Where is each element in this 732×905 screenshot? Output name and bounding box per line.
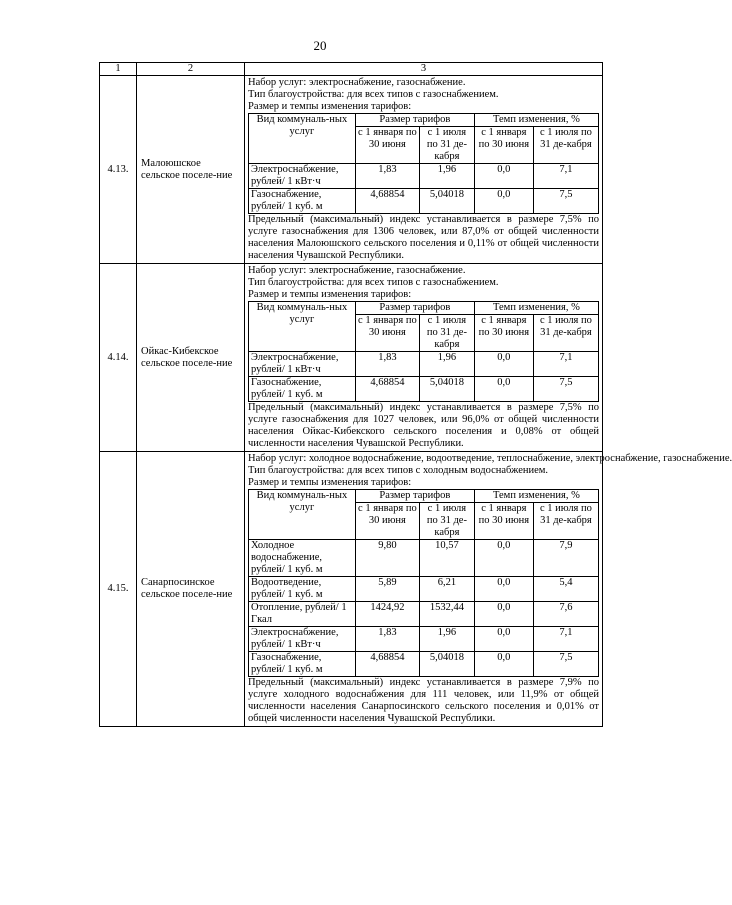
service-name: Холодное водоснабжение, рублей/ 1 куб. м xyxy=(249,540,356,577)
period-header: с 1 января по 30 июня xyxy=(355,503,419,540)
tariff-size-header: Размер тарифов xyxy=(355,302,474,315)
tariff-h1: 9,80 xyxy=(355,540,419,577)
tariff-h2: 6,21 xyxy=(419,577,474,602)
header-col-2: 2 xyxy=(137,63,245,76)
tariff-h2: 5,04018 xyxy=(419,652,474,677)
header-row xyxy=(100,63,603,76)
tariff-h1: 1,83 xyxy=(355,352,419,377)
tariffs-label: Размер и темпы изменения тарифов: xyxy=(248,101,412,112)
service-row xyxy=(249,352,599,377)
services-line: Набор услуг: холодное водоснабжение, водоотведение, теплоснабжение, электроснабжение, газоснабжение. xyxy=(248,453,732,464)
tariff-h1: 4,68854 xyxy=(355,189,419,214)
tariff-h1: 5,89 xyxy=(355,577,419,602)
rate-h1: 0,0 xyxy=(474,627,533,652)
settlement-name: Санарпосинское сельское поселе-ние xyxy=(137,452,245,727)
service-name: Электроснабжение, рублей/ 1 кВт·ч xyxy=(249,164,356,189)
service-row xyxy=(249,652,599,677)
rate-h1: 0,0 xyxy=(474,602,533,627)
tariff-h1: 1,83 xyxy=(355,627,419,652)
rate-h1: 0,0 xyxy=(474,652,533,677)
service-row xyxy=(249,602,599,627)
tariff-size-header: Размер тарифов xyxy=(355,114,474,127)
period-header: с 1 января по 30 июня xyxy=(474,127,533,164)
rate-h2: 7,1 xyxy=(533,627,598,652)
service-row xyxy=(249,164,599,189)
services-line: Набор услуг: электроснабжение, газоснабжение. xyxy=(248,265,466,276)
period-header: с 1 января по 30 июня xyxy=(474,503,533,540)
rate-h1: 0,0 xyxy=(474,164,533,189)
tariff-h1: 1424,92 xyxy=(355,602,419,627)
rate-h1: 0,0 xyxy=(474,352,533,377)
row-content xyxy=(245,76,603,264)
tariff-h2: 1,96 xyxy=(419,352,474,377)
period-header: с 1 января по 30 июня xyxy=(355,127,419,164)
service-name: Газоснабжение, рублей/ 1 куб. м xyxy=(249,377,356,402)
service-name: Водоотведение, рублей/ 1 куб. м xyxy=(249,577,356,602)
rate-h2: 5,4 xyxy=(533,577,598,602)
tariff-h2: 1,96 xyxy=(419,164,474,189)
tariff-subtable xyxy=(248,113,599,214)
row-number: 4.13. xyxy=(100,76,137,264)
index-note: Предельный (максимальный) индекс устанавливается в размере 7,9% по услуге холодного водоснабжения для 111 человек, или 11,9% от общей численности населения Санарпосинского сельского поселения и 0,01% от общей численности населения Чувашской Республики. xyxy=(248,677,599,724)
table-row xyxy=(100,264,603,452)
rate-h1: 0,0 xyxy=(474,577,533,602)
service-name: Электроснабжение, рублей/ 1 кВт·ч xyxy=(249,352,356,377)
header-col-3: 3 xyxy=(245,63,603,76)
type-line: Тип благоустройства: для всех типов с газоснабжением. xyxy=(248,89,499,100)
rate-h2: 7,1 xyxy=(533,352,598,377)
period-header: с 1 июля по 31 де-кабря xyxy=(533,315,598,352)
header-col-1: 1 xyxy=(100,63,137,76)
service-type-header: Вид коммуналь-ных услуг xyxy=(249,302,356,352)
row-content xyxy=(245,264,603,452)
service-type-header: Вид коммуналь-ных услуг xyxy=(249,114,356,164)
rate-h2: 7,5 xyxy=(533,377,598,402)
rate-h1: 0,0 xyxy=(474,540,533,577)
rate-h2: 7,6 xyxy=(533,602,598,627)
period-header: с 1 января по 30 июня xyxy=(474,315,533,352)
tariff-table xyxy=(99,62,732,727)
tariffs-label: Размер и темпы изменения тарифов: xyxy=(248,289,412,300)
tariff-h2: 5,04018 xyxy=(419,377,474,402)
table-row xyxy=(100,452,603,727)
period-header: с 1 июля по 31 де-кабря xyxy=(419,315,474,352)
service-row xyxy=(249,577,599,602)
page-number: 20 xyxy=(313,38,327,53)
rate-h1: 0,0 xyxy=(474,377,533,402)
tariff-h1: 4,68854 xyxy=(355,377,419,402)
table-row xyxy=(100,76,603,264)
service-name: Отопление, рублей/ 1 Гкал xyxy=(249,602,356,627)
period-header: с 1 января по 30 июня xyxy=(355,315,419,352)
settlement-name: Малоюшское сельское поселе-ние xyxy=(137,76,245,264)
tariff-h2: 1532,44 xyxy=(419,602,474,627)
service-name: Газоснабжение, рублей/ 1 куб. м xyxy=(249,652,356,677)
row-number: 4.14. xyxy=(100,264,137,452)
tariff-h2: 1,96 xyxy=(419,627,474,652)
rate-h2: 7,1 xyxy=(533,164,598,189)
services-line: Набор услуг: электроснабжение, газоснабжение. xyxy=(248,77,466,88)
tariff-subtable xyxy=(248,301,599,402)
tariff-h1: 4,68854 xyxy=(355,652,419,677)
service-name: Газоснабжение, рублей/ 1 куб. м xyxy=(249,189,356,214)
service-name: Электроснабжение, рублей/ 1 кВт·ч xyxy=(249,627,356,652)
row-content xyxy=(245,452,732,727)
service-row xyxy=(249,627,599,652)
change-rate-header: Темп изменения, % xyxy=(474,114,598,127)
settlement-name: Ойкас-Кибекское сельское поселе-ние xyxy=(137,264,245,452)
service-row xyxy=(249,540,599,577)
tariff-h2: 5,04018 xyxy=(419,189,474,214)
tariff-size-header: Размер тарифов xyxy=(355,490,474,503)
period-header: с 1 июля по 31 де-кабря xyxy=(533,127,598,164)
tariff-subtable xyxy=(248,489,599,677)
change-rate-header: Темп изменения, % xyxy=(474,490,598,503)
service-type-header: Вид коммуналь-ных услуг xyxy=(249,490,356,540)
rate-h2: 7,5 xyxy=(533,652,598,677)
period-header: с 1 июля по 31 де-кабря xyxy=(419,127,474,164)
rate-h2: 7,5 xyxy=(533,189,598,214)
service-row xyxy=(249,377,599,402)
period-header: с 1 июля по 31 де-кабря xyxy=(533,503,598,540)
period-header: с 1 июля по 31 де-кабря xyxy=(419,503,474,540)
index-note: Предельный (максимальный) индекс устанавливается в размере 7,5% по услуге газоснабжения для 1027 человек, или 96,0% от общей численности населения Ойкас-Кибекского сельского поселения и 0,08% от общей численности населения Чувашской Республики. xyxy=(248,402,599,449)
rate-h2: 7,9 xyxy=(533,540,598,577)
tariffs-label: Размер и темпы изменения тарифов: xyxy=(248,477,412,488)
rate-h1: 0,0 xyxy=(474,189,533,214)
tariff-h2: 10,57 xyxy=(419,540,474,577)
change-rate-header: Темп изменения, % xyxy=(474,302,598,315)
row-number: 4.15. xyxy=(100,452,137,727)
type-line: Тип благоустройства: для всех типов с холодным водоснабжением. xyxy=(248,465,549,476)
tariff-h1: 1,83 xyxy=(355,164,419,189)
service-row xyxy=(249,189,599,214)
type-line: Тип благоустройства: для всех типов с газоснабжением. xyxy=(248,277,499,288)
index-note: Предельный (максимальный) индекс устанавливается в размере 7,5% по услуге газоснабжения для 1306 человек, или 87,0% от общей численности населения Малоюшского сельского поселения и 0,11% от общей численности населения Чувашской Республики. xyxy=(248,214,599,261)
